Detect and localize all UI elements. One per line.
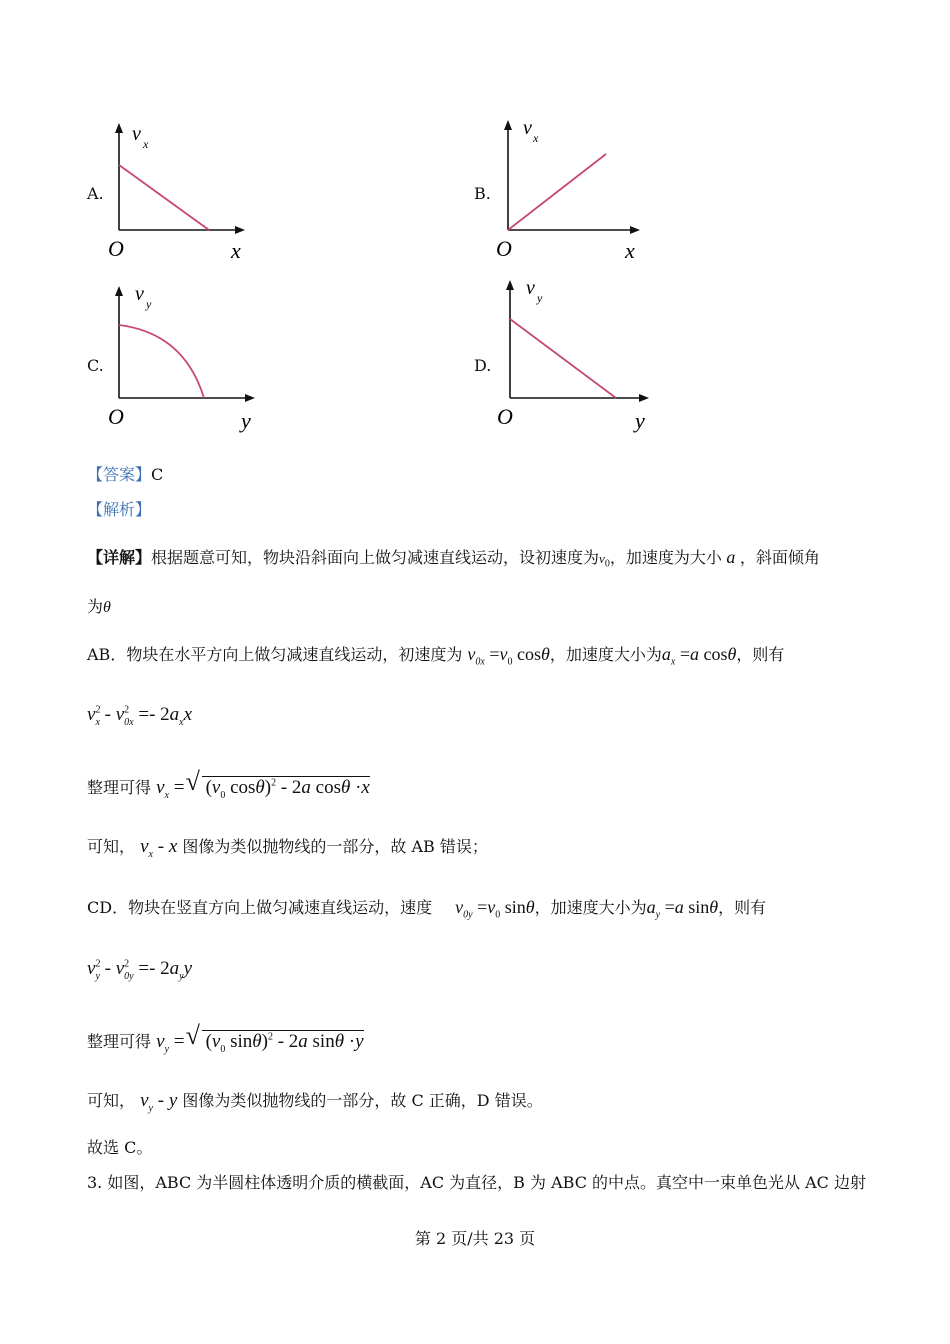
- option-c-graph: [100, 278, 265, 438]
- cd-arrange-line: 整理可得 $v_y$ = √ ($v_0$ sinθ)$^2$ - 2a sinθ ·y: [87, 1021, 364, 1055]
- option-a-graph: [100, 118, 260, 268]
- option-a-origin: O: [108, 236, 124, 261]
- option-d-label: D.: [474, 356, 492, 375]
- math-v0: $v_0$: [599, 551, 610, 570]
- detail-line-1: 【详解】根据题意可知，物块沿斜面向上做匀减速直线运动，设初速度为$v_0$，加速度为大小 a ，斜面倾角: [87, 547, 820, 570]
- option-b-label: B.: [474, 184, 491, 203]
- option-b-y-axis: v: [523, 117, 532, 139]
- choose-line: 故选 C。: [87, 1138, 153, 1157]
- page-footer: 第 2 页/共 23 页: [414, 1229, 536, 1248]
- option-d-y-axis: v: [526, 277, 535, 299]
- detail-text-1: 根据题意可知，物块沿斜面向上做匀减速直线运动，设初速度为: [151, 548, 600, 567]
- cd-accel: ，加速度大小为: [534, 898, 647, 917]
- option-b-curve: [508, 154, 606, 230]
- option-d-graph: [492, 272, 657, 437]
- cd-know-suffix: 图像为类似抛物线的一部分，故 C 正确，D 错误。: [182, 1091, 543, 1110]
- analysis-tag: 【解析】: [87, 500, 152, 519]
- detail-text-mid: ，加速度为大小: [609, 548, 722, 567]
- option-c-origin: O: [108, 404, 124, 429]
- option-d-origin: O: [497, 404, 513, 429]
- ab-know-suffix: 图像为类似抛物线的一部分，故 AB 错误；: [182, 837, 488, 856]
- option-a-y-sub: x: [143, 137, 149, 151]
- answer-tag: 【答案】: [87, 465, 152, 484]
- question-3: 3. 如图，ABC 为半圆柱体透明介质的横截面，AC 为直径，B 为 ABC 的中点。真空中一束单色光从 AC 边射: [87, 1173, 867, 1192]
- option-c-label: C.: [87, 356, 104, 375]
- option-b-origin: O: [496, 236, 512, 261]
- cd-intro-line: CD．物块在竖直方向上做匀减速直线运动，速度 $v_{0y} =v_0$ sinθ，加速度大小为$a_y =a$ sinθ，则有: [87, 897, 767, 921]
- option-a-label: A.: [87, 184, 104, 203]
- option-b-graph: [490, 112, 650, 267]
- option-c-x-axis: y: [241, 408, 251, 433]
- cd-arrange: 整理可得: [87, 1032, 152, 1051]
- ab-arrange: 整理可得: [87, 778, 152, 797]
- detail-tag: 【详解】: [87, 548, 152, 567]
- ab-then: ，则有: [736, 645, 785, 664]
- ab-know-prefix: 可知，: [87, 837, 136, 856]
- ab-equation-1: $v^2_x - v^2_{0x} =- 2a_xx$: [87, 704, 193, 728]
- cd-intro: CD．物块在竖直方向上做匀减速直线运动，速度: [87, 898, 433, 917]
- option-a-y-axis: v: [132, 123, 141, 145]
- answer-value: C: [151, 465, 164, 484]
- ab-accel: ，加速度大小为: [549, 645, 662, 664]
- detail-text-2: 为: [87, 597, 104, 616]
- ab-intro: AB．物块在水平方向上做匀减速直线运动，初速度为: [87, 645, 463, 664]
- option-b-y-sub: x: [533, 131, 539, 145]
- ab-intro-line: AB．物块在水平方向上做匀减速直线运动，初速度为 $v_{0x} =v_0$ cosθ，加速度大小为$a_x =a$ cosθ，则有: [87, 644, 785, 668]
- option-c-curve: [119, 325, 204, 398]
- option-d-y-sub: y: [537, 291, 543, 305]
- option-b-x-axis: x: [625, 238, 635, 263]
- option-a-x-axis: x: [231, 238, 241, 263]
- cd-know-prefix: 可知，: [87, 1091, 136, 1110]
- cd-know-line: 可知， $v_y$ - y 图像为类似抛物线的一部分，故 C 正确，D 错误。: [87, 1090, 543, 1114]
- ab-arrange-line: 整理可得 $v_x$ = √ ($v_0$ cosθ)$^2$ - 2a cosθ ·x: [87, 767, 370, 801]
- option-d-x-axis: y: [635, 408, 645, 433]
- option-d-curve: [510, 319, 616, 398]
- option-c-y-sub: y: [146, 297, 152, 311]
- cd-then: ，则有: [718, 898, 767, 917]
- detail-line-2: 为θ: [87, 597, 111, 616]
- option-a-curve: [119, 165, 209, 230]
- ab-know-line: 可知， $v_x$ - x 图像为类似抛物线的一部分，故 AB 错误；: [87, 836, 488, 860]
- option-c-y-axis: v: [135, 283, 144, 305]
- detail-text-end: ，斜面倾角: [739, 548, 820, 567]
- answer-line: [87, 464, 163, 486]
- cd-equation-1: $v^2_y - v^2_{0y} =- 2a_yy$: [87, 958, 193, 982]
